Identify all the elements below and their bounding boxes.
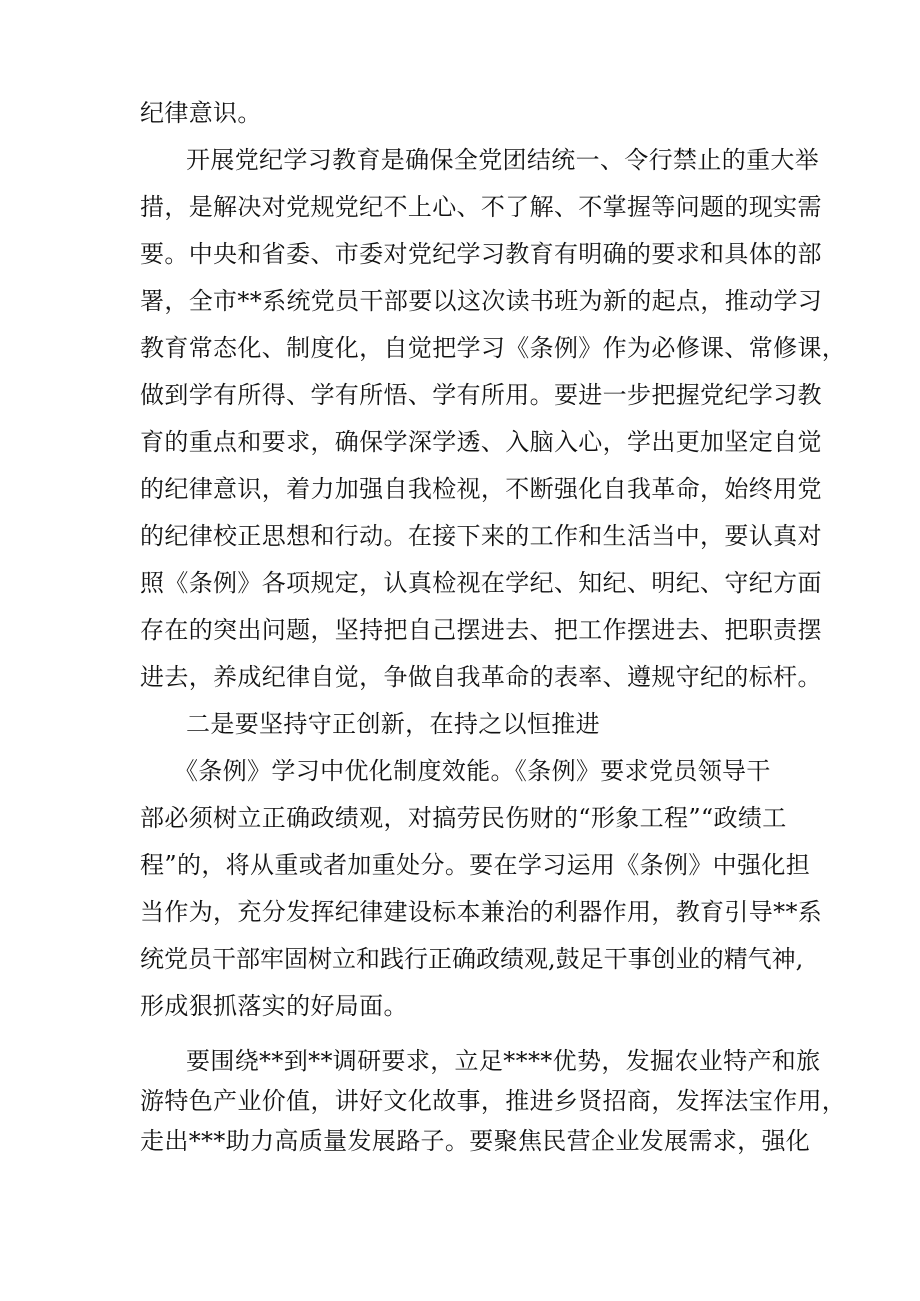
- text-line: 要。中央和省委、市委对党纪学习教育有明确的要求和具体的部: [140, 240, 822, 268]
- text-line: 的纪律校正思想和行动。在接下来的工作和生活当中，要认真对: [140, 522, 822, 550]
- text-line: 照《条例》各项规定，认真检视在学纪、知纪、明纪、守纪方面: [140, 569, 822, 597]
- text-line: 做到学有所得、学有所悟、学有所用。要进一步把握党纪学习教: [140, 381, 822, 409]
- text-line: 统党员干部牢固树立和践行正确政绩观,鼓足干事创业的精气神,: [140, 945, 804, 973]
- text-line: 纪律意识。: [140, 99, 262, 127]
- text-line: 措，是解决对党规党纪不上心、不了解、不掌握等问题的现实需: [140, 193, 822, 221]
- paragraph-first-line: 开展党纪学习教育是确保全党团结统一、令行禁止的重大举: [186, 146, 820, 174]
- text-line: 程”的，将从重或者加重处分。要在学习运用《条例》中强化担: [140, 851, 811, 879]
- section-heading: 二是要坚持守正创新，在持之以恒推进: [186, 710, 600, 738]
- text-line: 存在的突出问题，坚持把自己摆进去、把工作摆进去、把职责摆: [140, 616, 822, 644]
- text-line: 当作为，充分发挥纪律建设标本兼治的利器作用，教育引导**系: [140, 898, 823, 926]
- paragraph-first-line: 《条例》学习中优化制度效能。《条例》要求党员领导干: [174, 757, 771, 785]
- text-line: 形成狠抓落实的好局面。: [140, 992, 408, 1020]
- text-line: 育的重点和要求，确保学深学透、入脑入心，学出更加坚定自觉: [140, 428, 822, 456]
- text-line: 进去，养成纪律自觉，争做自我革命的表率、遵规守纪的标杆。: [140, 663, 822, 691]
- text-line: 的纪律意识，着力加强自我检视，不断强化自我革命，始终用党: [140, 475, 822, 503]
- paragraph-first-line: 要围绕**到**调研要求，立足****优势，发掘农业特产和旅: [186, 1047, 821, 1075]
- text-line: 游特色产业价值，讲好文化故事，推进乡贤招商，发挥法宝作用，: [140, 1087, 847, 1115]
- text-line: 走出***助力高质量发展路子。要聚焦民营企业发展需求，强化: [140, 1127, 811, 1155]
- text-line: 部必须树立正确政绩观，对搞劳民伤财的“形象工程”“政绩工: [140, 804, 787, 832]
- text-line: 教育常态化、制度化，自觉把学习《条例》作为必修课、常修课，: [140, 334, 847, 362]
- text-line: 署，全市**系统党员干部要以这次读书班为新的起点，推动学习: [140, 287, 823, 315]
